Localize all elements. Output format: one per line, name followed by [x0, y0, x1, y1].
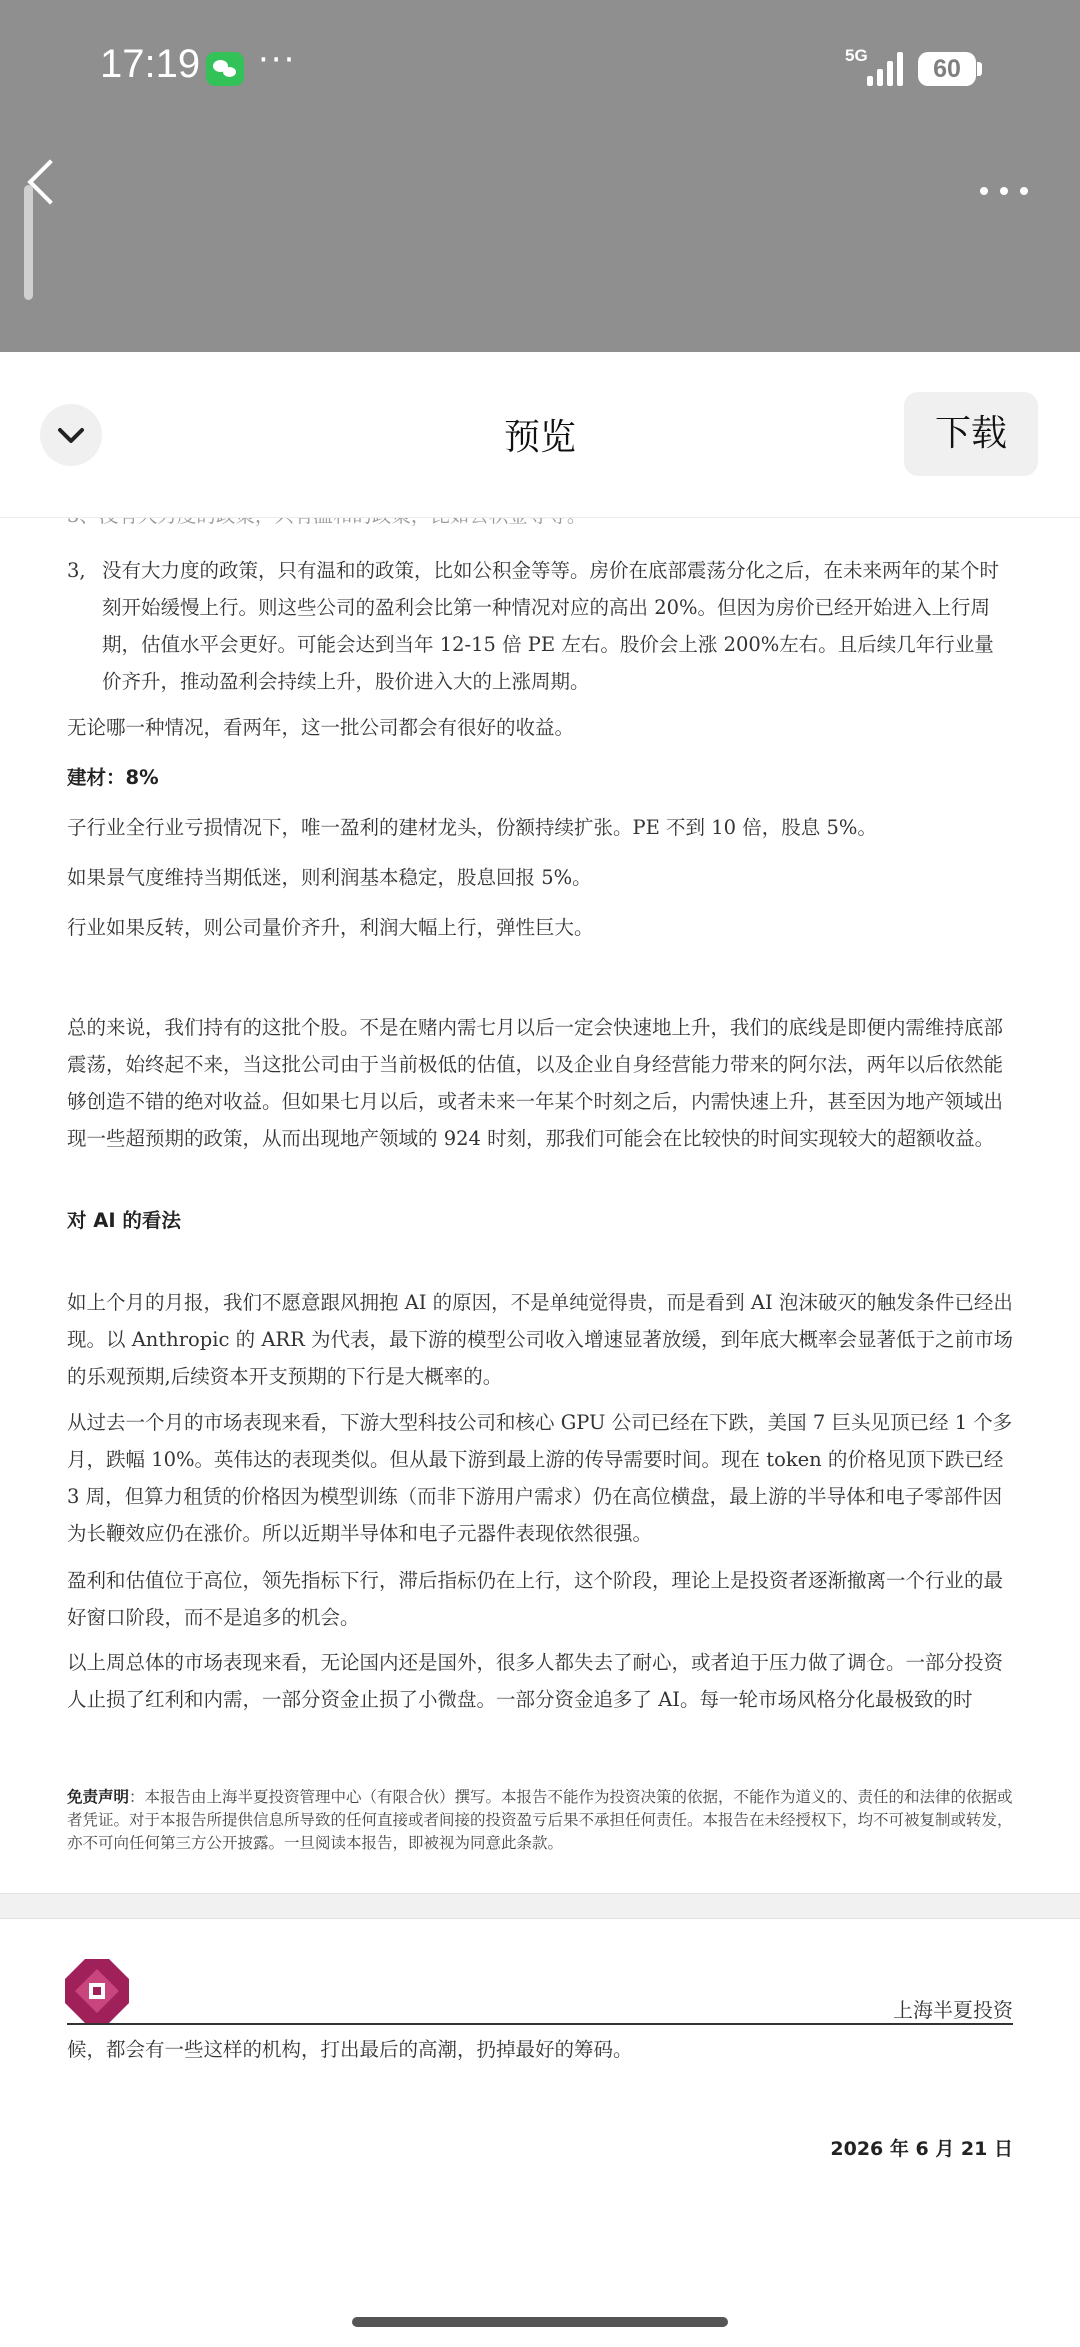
preview-header [0, 352, 1080, 518]
paragraph-either: 无论哪一种情况，看两年，这一批公司都会有很好的收益。 [67, 716, 575, 739]
paragraph-ai2: 从过去一个月的市场表现来看，下游大型科技公司和核心 GPU 公司已经在下跌，美国 7 巨头见顶已经 1 个多月，跌幅 10%。英伟达的表现类似。但从最下游到最上游的传导需要时间。现在 token 的价格见顶下跌已经 3 周，但算力租赁的价格因为模型训练（而非下游用户需求）仍在高位横盘，最上游的半导体和电子零部件因为长鞭效应仍在涨价。所以近期半导体和电子元器件表现依然很强。 [67, 1411, 1013, 1545]
more-icon[interactable] [980, 180, 1030, 200]
document-page [0, 509, 1080, 2347]
disclaimer [67, 1786, 1013, 1855]
company-name: 上海半夏投资 [893, 1998, 1013, 2022]
paragraph-ai1: 如上个月的月报，我们不愿意跟风拥抱 AI 的原因，不是单纯觉得贵，而是看到 AI 泡沫破灭的触发条件已经出现。以 Anthropic 的 ARR 为代表，最下游的模型公司收入增速显著放缓，到年底大概率会显著低于之前市场的乐观预期,后续资本开支预期的下行是大概率的。 [67, 1291, 1013, 1388]
download-button[interactable]: 下载 [904, 392, 1038, 476]
list-item-3 [67, 552, 1013, 700]
disclaimer-label: 免责声明 [67, 1788, 130, 1806]
disclaimer-text: ：本报告由上海半夏投资管理中心（有限合伙）撰写。本报告不能作为投资决策的依据，不能作为道义的、责任的和法律的依据或者凭证。对于本报告所提供信息所导致的任何直接或者间接的投资盈亏后果不承担任何责任。本报告在未经授权下，均不可被复制或转发，亦不可向任何第三方公开披露。一旦阅读本报告，即被视为同意此条款。 [67, 1788, 1013, 1852]
edge-handle [24, 185, 33, 300]
list-item-text: 没有大力度的政策，只有温和的政策，比如公积金等等。房价在底部震荡分化之后，在未来两年的某个时刻开始缓慢上行。则这些公司的盈利会比第一种情况对应的高出 20%。但因为房价已经开始进入上行周期，估值水平会更好。可能会达到当年 12-15 倍 PE 左右。股价会上涨 200%左右。且后续几年行业量价齐升，推动盈利会持续上升，股价进入大的上涨周期。 [102, 559, 1000, 693]
paragraph-ai3: 盈利和估值位于高位，领先指标下行，滞后指标仍在上行，这个阶段，理论上是投资者逐渐撤离一个行业的最好窗口阶段，而不是追多的机会。 [67, 1569, 1004, 1629]
network-type: 5G [845, 46, 868, 65]
paragraph-summary: 总的来说，我们持有的这批个股。不是在赌内需七月以后一定会快速地上升，我们的底线是即便内需维持底部震荡，始终起不来，当这批公司由于当前极低的估值，以及企业自身经营能力带来的阿尔法，两年以后依然能够创造不错的绝对收益。但如果七月以后，或者未来一年某个时刻之后，内需快速上升，甚至因为地产领域出现一些超预期的政策，从而出现地产领域的 924 时刻，那我们可能会在比较快的时间实现较大的超额收益。 [67, 1016, 1004, 1150]
page-title: 预览 [503, 417, 576, 458]
header-rule [67, 2023, 1013, 2025]
list-item-number: 3, [67, 559, 86, 582]
paragraph-ai4: 以上周总体的市场表现来看，无论国内还是国外，很多人都失去了耐心，或者迫于压力做了调仓。一部分投资人止损了红利和内需，一部分资金止损了小微盘。一部分资金追多了 AI。每一轮市场风格分化最极致的时 [67, 1651, 1004, 1711]
page-break [0, 1893, 1080, 1919]
wechat-icon [206, 52, 244, 86]
paragraph-bm1: 子行业全行业亏损情况下，唯一盈利的建材龙头，份额持续扩张。PE 不到 10 倍，股息 5%。 [67, 816, 877, 839]
status-bar [0, 0, 1080, 140]
paragraph-continue: 候，都会有一些这样的机构，打出最后的高潮，扔掉最好的筹码。 [67, 2038, 633, 2061]
back-arrow-icon[interactable] [27, 159, 72, 204]
status-time: 17:19 [100, 42, 201, 86]
report-date: 2026 年 6 月 21 日 [830, 2138, 1013, 2160]
paragraph-bm2: 如果景气度维持当期低迷，则利润基本稳定，股息回报 5%。 [67, 866, 592, 889]
signal-icon [867, 52, 905, 86]
section-heading-ai: 对 AI 的看法 [67, 1209, 181, 1232]
battery-icon: 60 [918, 52, 976, 86]
company-logo-icon [65, 1959, 129, 2023]
status-more-icon: ··· [258, 40, 297, 80]
home-indicator[interactable] [352, 2317, 728, 2327]
battery-tip [977, 62, 982, 76]
section-heading-building-materials: 建材：8% [67, 766, 159, 789]
preview-sheet [0, 352, 1080, 2347]
paragraph-bm3: 行业如果反转，则公司量价齐升，利润大幅上行，弹性巨大。 [67, 916, 594, 939]
